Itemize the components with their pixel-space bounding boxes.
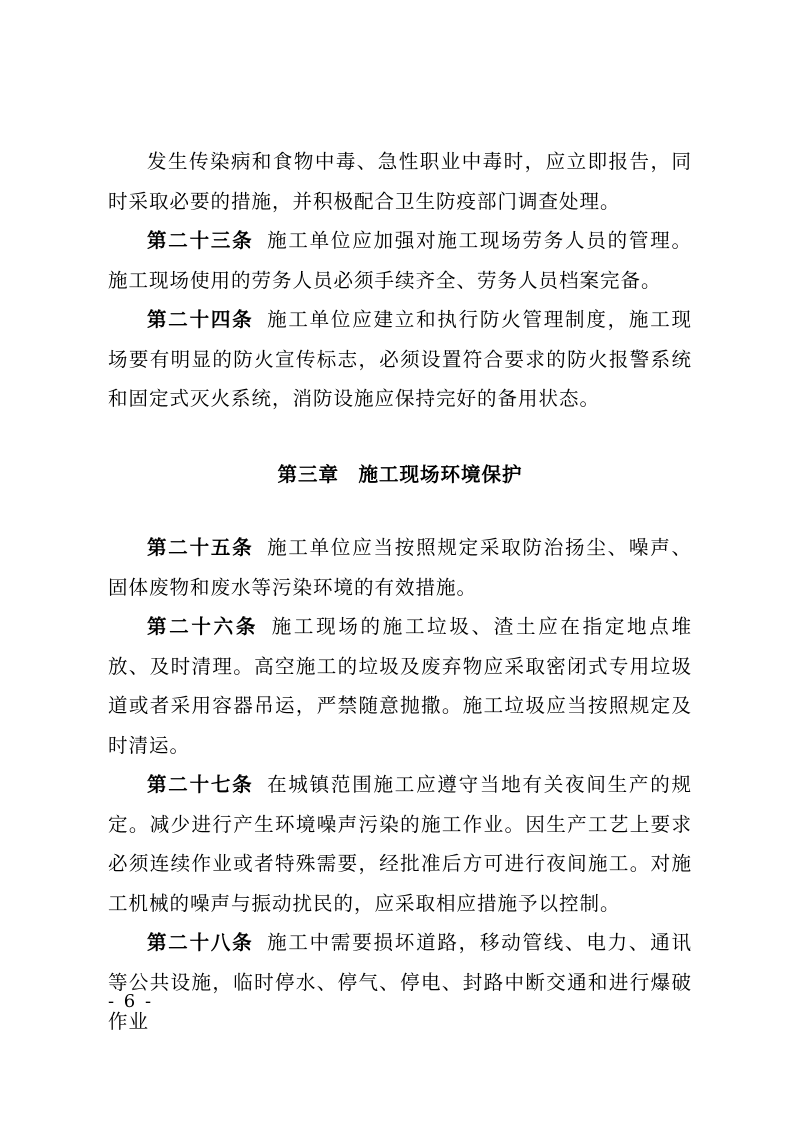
article-28	[108, 923, 692, 1042]
article-label: 第二十三条	[147, 229, 254, 252]
page-number: - 6 -	[108, 991, 154, 1012]
article-label: 第二十七条	[147, 773, 254, 796]
chapter-title: 施工现场环境保护	[358, 462, 523, 486]
article-label: 第二十四条	[147, 308, 254, 331]
article-26	[108, 607, 692, 765]
document-body	[108, 142, 692, 1042]
chapter-heading	[108, 455, 692, 495]
article-text: 施工单位应加强对施工现场劳务人员的管理。施工现场使用的劳务人员必须手续齐全、劳务人员档案完备。	[108, 229, 692, 292]
article-23	[108, 221, 692, 300]
article-text: 施工中需要损坏道路，移动管线、电力、通讯等公共设施，临时停水、停气、停电、封路中断交通和进行爆破作业	[108, 931, 692, 1033]
article-text: 在城镇范围施工应遵守当地有关夜间生产的规定。减少进行产生环境噪声污染的施工作业。因生产工艺上要求必须连续作业或者特殊需要，经批准后方可进行夜间施工。对施工机械的噪声与振动扰民的，应采取相应措施予以控制。	[108, 773, 692, 915]
article-27	[108, 765, 692, 923]
article-text: 施工单位应建立和执行防火管理制度，施工现场要有明显的防火宣传标志，必须设置符合要求的防火报警系统和固定式灭火系统，消防设施应保持完好的备用状态。	[108, 308, 692, 410]
continuation-paragraph: 发生传染病和食物中毒、急性职业中毒时，应立即报告，同时采取必要的措施，并积极配合卫生防疫部门调查处理。	[108, 150, 692, 213]
article-label: 第二十八条	[147, 931, 254, 954]
article-label: 第二十六条	[147, 615, 259, 638]
article-text: 施工单位应当按照规定采取防治扬尘、噪声、固体废物和废水等污染环境的有效措施。	[108, 536, 692, 599]
article-24	[108, 300, 692, 419]
article-text: 施工现场的施工垃圾、渣土应在指定地点堆放、及时清理。高空施工的垃圾及废弃物应采取密闭式专用垃圾道或者采用容器吊运，严禁随意抛撒。施工垃圾应当按照规定及时清运。	[108, 615, 692, 757]
article-label: 第二十五条	[147, 536, 254, 559]
chapter-number: 第三章	[277, 462, 339, 486]
article-25	[108, 528, 692, 607]
